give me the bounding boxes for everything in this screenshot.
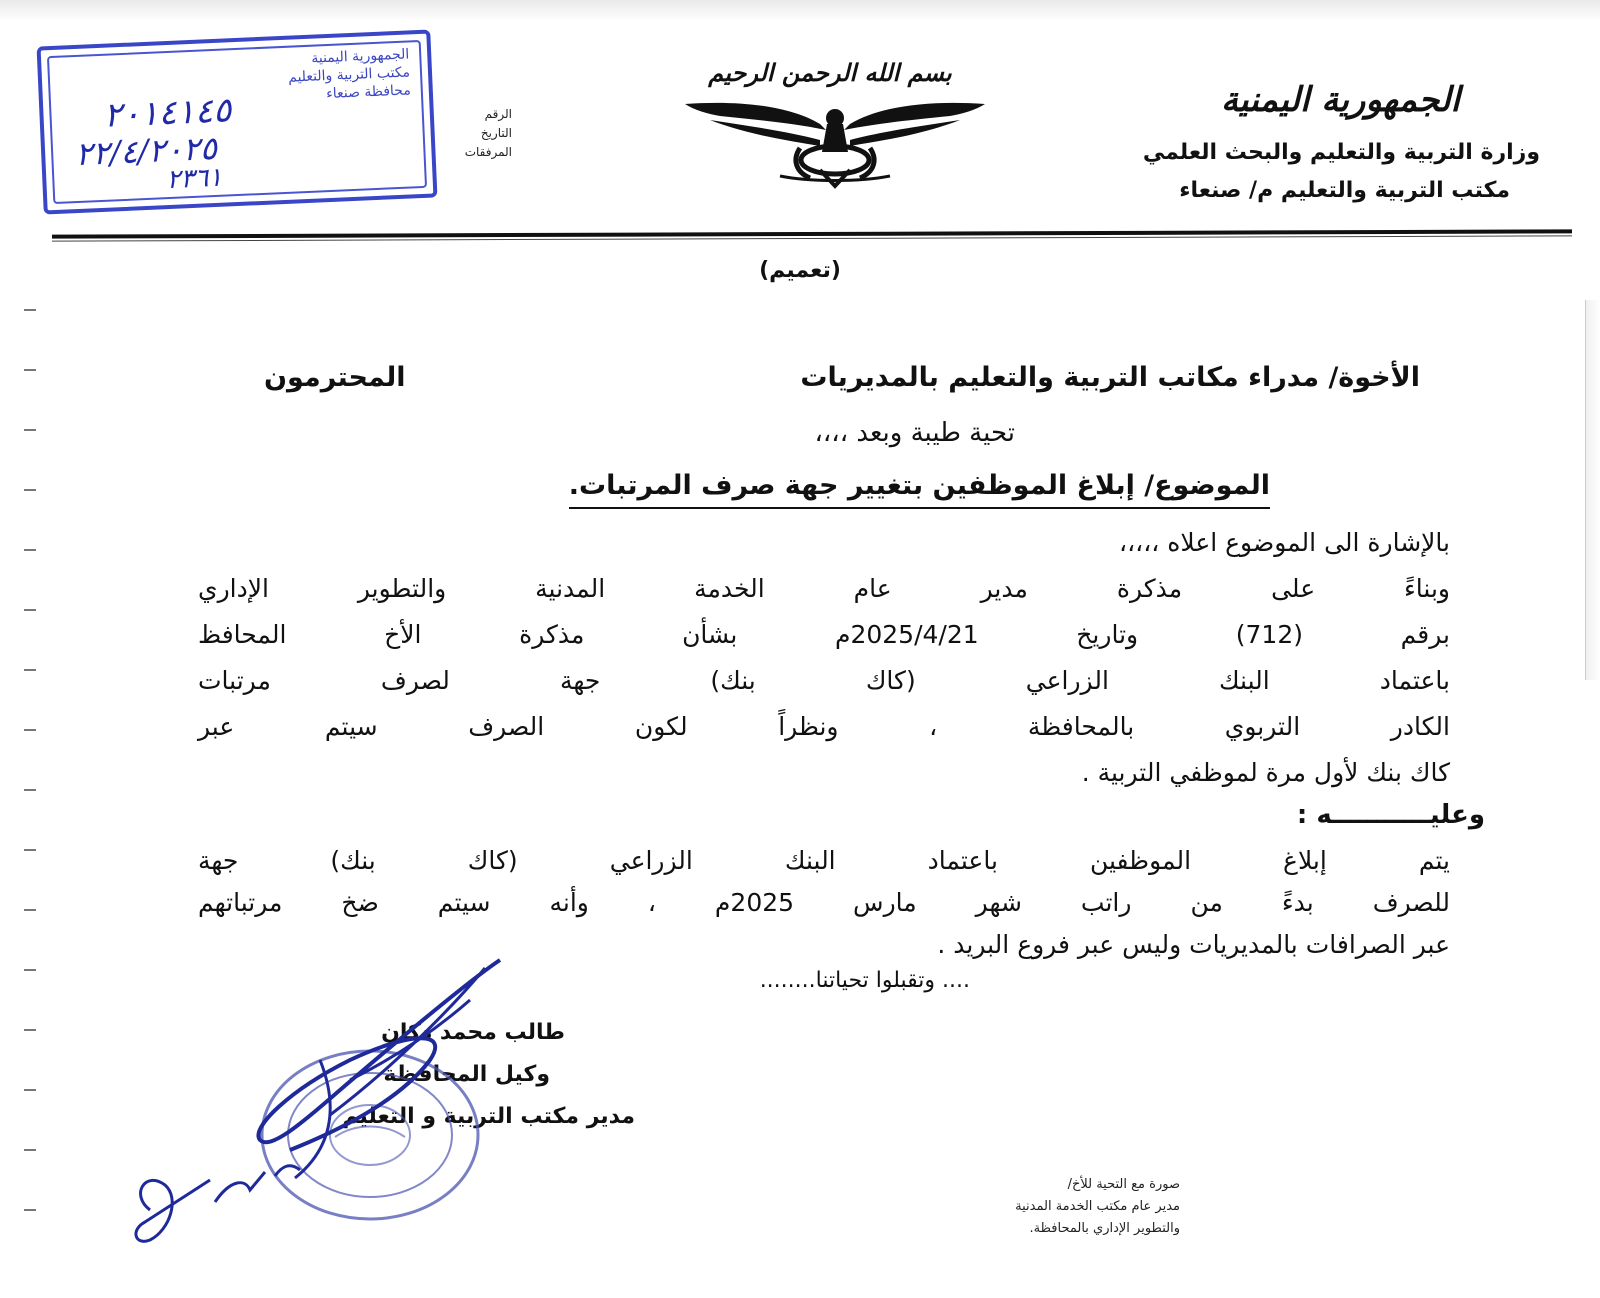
- body-line-4: باعتماد البنك الزراعي (كاك بنك) جهة لصرف مرتبات: [198, 666, 1450, 695]
- label-number: الرقم: [484, 107, 512, 121]
- signatory-title-2: مدير مكتب التربية و التعليم: [342, 1104, 635, 1129]
- basmala: بسم الله الرحمن الرحيم: [708, 58, 952, 87]
- reference-labels: [440, 105, 512, 162]
- stamp-line-3: محافظة صنعاء: [325, 82, 412, 103]
- handwritten-signature-icon: [90, 940, 650, 1260]
- cc-line-3: والتطوير الإداري بالمحافظة.: [1029, 1221, 1180, 1236]
- body-line-5: الكادر التربوي بالمحافظة ، ونظراً لكون الصرف سيتم عبر: [198, 712, 1450, 741]
- body-line-3: برقم (712) وتاريخ 2025/4/21م بشأن مذكرة الأخ المحافظ: [198, 620, 1451, 649]
- margin-marks-icon: [18, 300, 48, 1260]
- circular-title: (تعميم): [759, 258, 841, 283]
- closing-line: .... وتقبلوا تحياتنا........: [759, 968, 970, 993]
- stamp-number: ٢٠١٤١٤٥: [102, 90, 233, 136]
- label-date: التاريخ: [480, 126, 512, 140]
- subject-line: الموضوع/ إبلاغ الموظفين بتغيير جهة صرف المرتبات.: [569, 470, 1270, 509]
- body-line-2: وبناءً على مذكرة مدير عام الخدمة المدنية والتطوير الإداري: [198, 574, 1450, 603]
- signatory-name: طالب محمد دكان: [381, 1020, 565, 1045]
- stamp-hand-number: ٢٣٦١: [165, 162, 223, 196]
- therefore-heading: وعليـــــــــــه :: [1296, 800, 1485, 830]
- stamp-line-1: الجمهورية اليمنية: [310, 46, 410, 67]
- label-attachments: المرفقات: [464, 145, 512, 159]
- decision-line-3: عبر الصرافات بالمديريات وليس عبر فروع البريد .: [937, 930, 1450, 959]
- body-line-6: كاك بنك لأول مرة لموظفي التربية .: [1081, 758, 1450, 787]
- cc-line-2: مدير عام مكتب الخدمة المدنية: [1015, 1199, 1180, 1214]
- page-edge: [1585, 300, 1600, 680]
- ministry-name: وزارة التربية والتعليم والبحث العلمي: [1142, 140, 1540, 165]
- office-name: مكتب التربية والتعليم م/ صنعاء: [1179, 178, 1510, 203]
- addressee: الأخوة/ مدراء مكاتب التربية والتعليم بالمديريات: [800, 362, 1420, 393]
- carbon-copy-block: [860, 1174, 1180, 1240]
- honorific: المحترمون: [264, 362, 406, 393]
- body-line-1: بالإشارة الى الموضوع اعلاه ،،،،،: [1119, 528, 1450, 557]
- stamp-line-2: مكتب التربية والتعليم: [287, 64, 411, 86]
- republic-header: الجمهورية اليمنية: [1220, 80, 1460, 120]
- signatory-title-1: وكيل المحافظة: [383, 1062, 550, 1087]
- decision-line-2: للصرف بدءً من راتب شهر مارس 2025م ، وأنه سيتم ضخ مرتباتهم: [198, 888, 1451, 917]
- yemen-eagle-emblem-icon: [680, 90, 990, 190]
- cc-line-1: صورة مع التحية للأخ/: [1067, 1177, 1180, 1192]
- stamp-date: ٢٢/٤/٢٠٢٥: [74, 128, 218, 174]
- decision-line-1: يتم إبلاغ الموظفين باعتماد البنك الزراعي (كاك بنك) جهة: [198, 846, 1450, 875]
- incoming-stamp: [37, 29, 438, 214]
- greeting: تحية طيبة وبعد ،،،،: [814, 418, 1015, 448]
